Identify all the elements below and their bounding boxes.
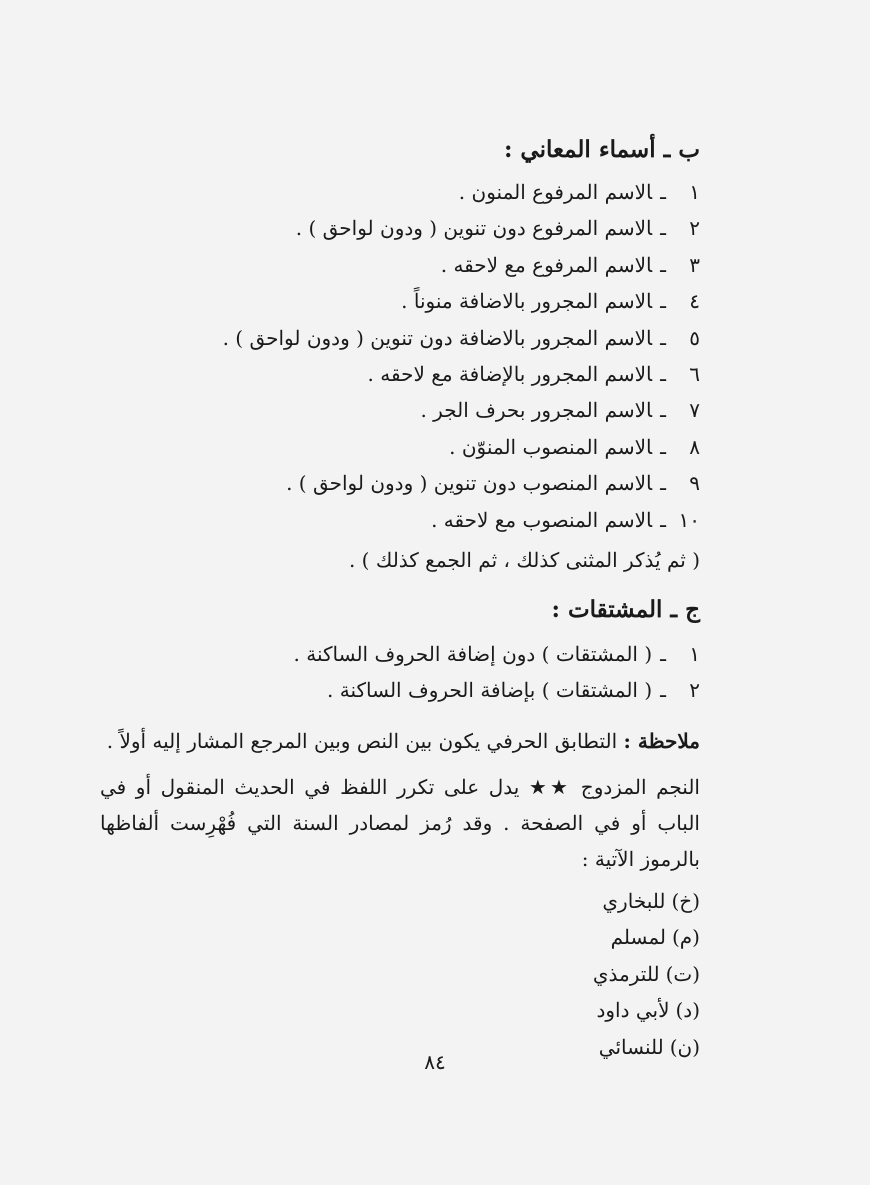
item-number: ٣ (689, 252, 700, 277)
section-b-heading: ب ـ أسماء المعاني : (503, 136, 700, 163)
section-c-list (100, 636, 700, 709)
item-text: الاسم المنصوب دون تنوين ( ودون لواحق ) . (286, 471, 653, 496)
symbols-list (100, 883, 700, 1066)
list-item (100, 174, 700, 210)
list-item (100, 320, 700, 356)
remark-label: ملاحظة : (623, 728, 700, 753)
item-dash: ـ (660, 641, 666, 666)
item-text: الاسم المنصوب مع لاحقه . (431, 507, 653, 532)
list-item (100, 465, 700, 501)
symbol-code: (د) (675, 998, 700, 1023)
symbol-label: لمسلم (610, 925, 666, 950)
item-text: الاسم المجرور بالاضافة منوناً . (401, 289, 653, 314)
list-item (100, 247, 700, 283)
item-number: ٢ (689, 216, 700, 241)
spacer (100, 759, 700, 769)
symbol-label: للنسائي (598, 1034, 664, 1059)
list-item (100, 210, 700, 246)
section-c-heading: ج ـ المشتقات : (551, 595, 700, 623)
item-dash: ـ (660, 180, 666, 204)
list-item (100, 283, 700, 319)
item-dash: ـ (660, 361, 666, 386)
list-item (100, 356, 700, 392)
item-number: ١ (689, 641, 700, 666)
symbol-item (100, 956, 700, 993)
item-number: ٨ (689, 434, 700, 459)
item-number: ٦ (689, 361, 700, 386)
symbol-item (100, 919, 700, 956)
item-dash: ـ (660, 507, 666, 532)
list-item (100, 392, 700, 428)
item-dash: ـ (660, 678, 666, 703)
symbol-code: (خ) (671, 888, 700, 913)
item-text: الاسم المرفوع دون تنوين ( ودون لواحق ) . (295, 216, 653, 241)
star-paragraph: النجم المزدوج ★★ يدل على تكرر اللفظ في الحديث المنقول أو في الباب أو في الصفحة . وقد رُمز لمصادر السنة التي فُهْرِست ألفاظها بالرموز الآتية : (100, 774, 700, 871)
dual-plural-note: ( ثم يُذكر المثنى كذلك ، ثم الجمع كذلك ) . (348, 547, 700, 572)
item-number: ٤ (689, 289, 700, 314)
item-number: ٧ (689, 398, 700, 423)
symbol-code: (ن) (669, 1034, 700, 1059)
spacer (100, 580, 700, 590)
item-dash: ـ (660, 471, 666, 496)
item-dash: ـ (660, 325, 666, 350)
item-number: ١ (689, 180, 700, 204)
list-item (100, 672, 700, 708)
page-content (100, 130, 700, 1065)
item-text: الاسم المرفوع المنون . (458, 180, 653, 204)
list-item (100, 502, 700, 538)
remark-text: التطابق الحرفي يكون بين النص وبين المرجع المشار إليه أولاً . (106, 728, 618, 753)
symbol-label: للترمذي (592, 961, 660, 986)
spacer (100, 709, 700, 723)
item-text: الاسم المنصوب المنوّن . (449, 434, 653, 459)
symbol-code: (ت) (665, 961, 700, 986)
item-dash: ـ (660, 398, 666, 423)
symbol-label: لأبي داود (596, 998, 670, 1023)
item-number: ٩ (689, 471, 700, 496)
symbol-item (100, 992, 700, 1029)
symbol-label: للبخاري (602, 888, 666, 913)
item-text: ( المشتقات ) بإضافة الحروف الساكنة . (327, 678, 653, 703)
item-dash: ـ (660, 289, 666, 314)
list-item (100, 429, 700, 465)
symbol-item (100, 883, 700, 920)
page-number: ٨٤ (424, 1050, 446, 1074)
remark-paragraph (100, 723, 700, 759)
item-dash: ـ (660, 252, 666, 277)
item-text: الاسم المجرور بالاضافة دون تنوين ( ودون لواحق ) . (222, 325, 653, 350)
item-text: الاسم المجرور بالإضافة مع لاحقه . (367, 361, 653, 386)
item-text: ( المشتقات ) دون إضافة الحروف الساكنة . (293, 641, 653, 666)
item-dash: ـ (660, 434, 666, 459)
item-text: الاسم المجرور بحرف الجر . (420, 398, 653, 423)
item-number: ٥ (689, 325, 700, 350)
item-text: الاسم المرفوع مع لاحقه . (440, 252, 653, 277)
item-number: ١٠ (678, 507, 700, 532)
list-item (100, 636, 700, 672)
item-number: ٢ (689, 678, 700, 703)
symbol-code: (م) (672, 925, 700, 950)
section-b-list (100, 174, 700, 538)
item-dash: ـ (660, 216, 666, 241)
